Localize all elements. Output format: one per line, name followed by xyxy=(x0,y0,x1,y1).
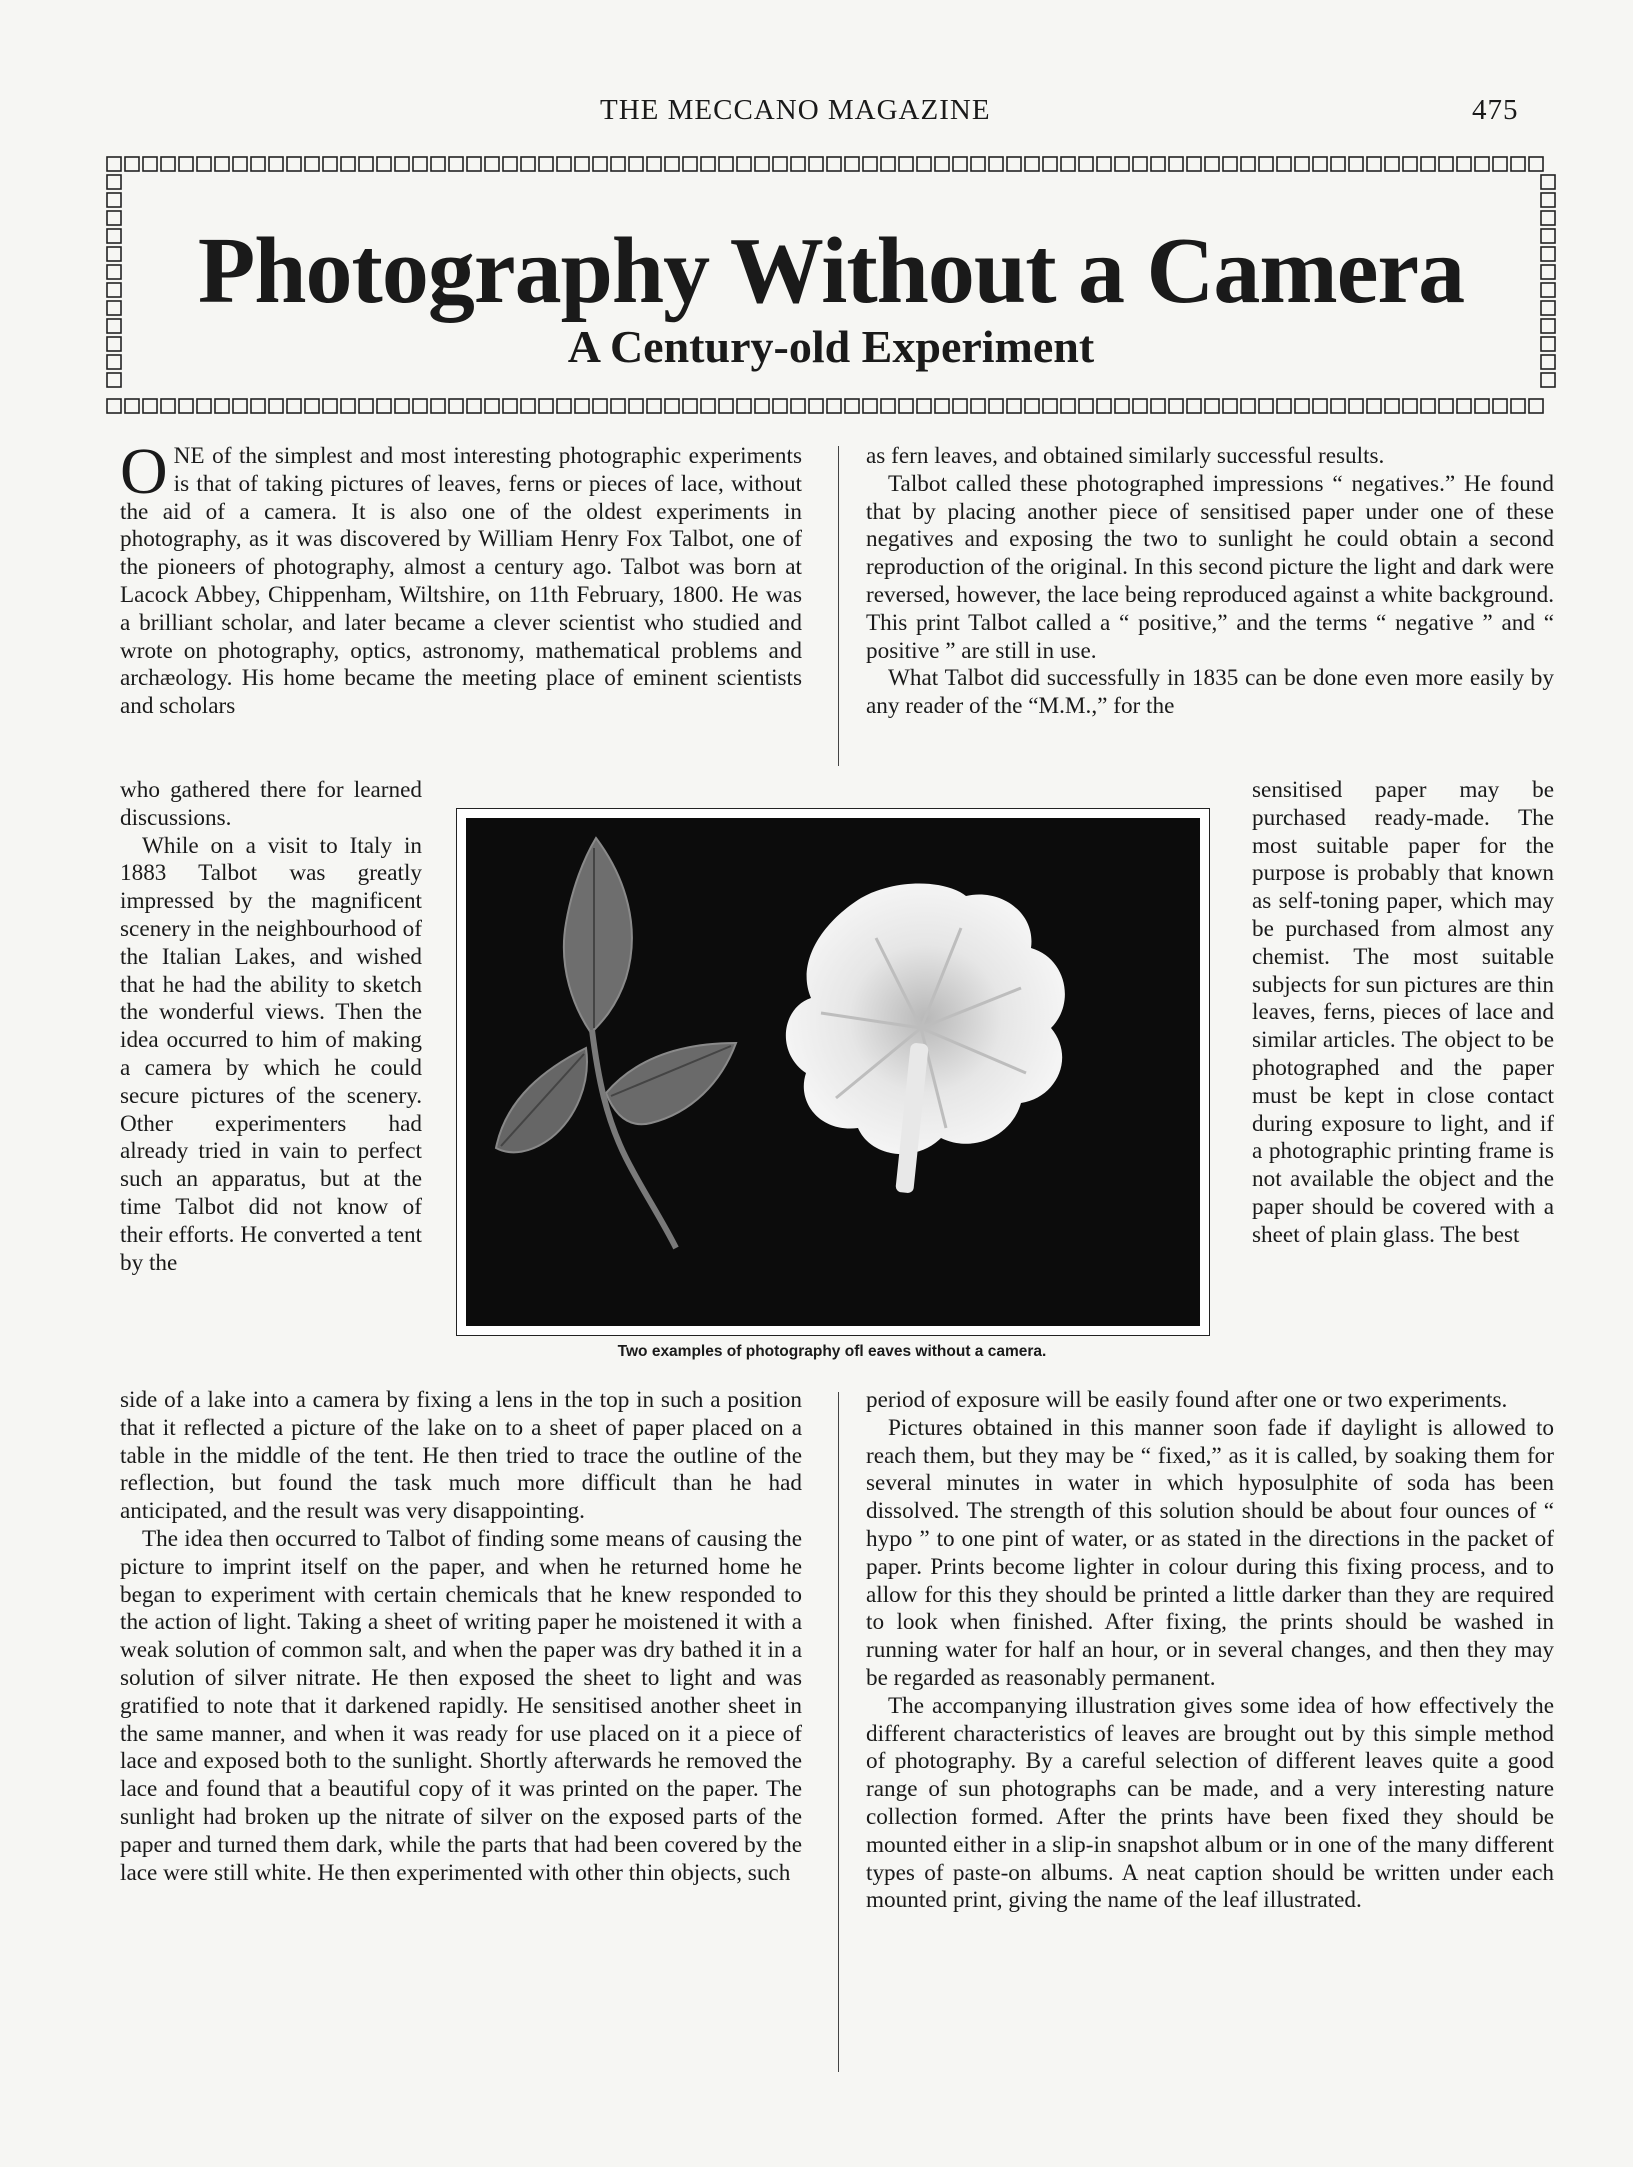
paragraph: Talbot called these photographed impressions “ negatives.” He found that by placing another piece of sensitised paper under one of these negatives and exposing the two to sunlight he could obtain a second reproduction of the original. In this second picture the light and dark were reversed, however, the lace being reproduced against a white background. This print Talbot called a “ positive,” and the terms “ negative ” and “ positive ” are still in use. xyxy=(866,470,1554,664)
column-2-narrow xyxy=(1252,777,1554,1250)
column-1-bottom xyxy=(120,1387,802,1887)
column-1-top xyxy=(120,435,802,721)
leaf-photograph xyxy=(456,808,1210,1336)
geranium-leaf xyxy=(786,884,1065,1194)
paragraph: as fern leaves, and obtained similarly successful results. xyxy=(866,443,1385,469)
article-title: Photography Without a Camera xyxy=(197,219,1465,323)
paragraph: The accompanying illustration gives some idea of how effectively the different characteristics of leaves are brought out by this simple method of photography. By a careful selection of different leaves quite a good range of sun photographs can be made, and a very interesting nature collection formed. After the prints have been fixed they should be mounted either in a slip-in snapshot album or in one of the many different types of paste-on albums. A neat caption should be written under each mounted print, giving the name of the leaf illustrated. xyxy=(866,1692,1554,1914)
column-divider xyxy=(838,1392,839,2072)
article-subtitle: A Century-old Experiment xyxy=(567,321,1095,372)
paragraph: who gathered there for learned discussions. xyxy=(120,777,422,831)
paragraph: What Talbot did successfully in 1835 can be done even more easily by any reader of the “M.M.,” for the xyxy=(866,665,1554,720)
drop-cap: O xyxy=(120,435,168,508)
paragraph: side of a lake into a camera by fixing a lens in the top in such a position that it reflected a picture of the lake on to a sheet of paper placed on a table in the middle of the tent. He then tried to trace the outline of the reflection, but found the task much more difficult than he had anticipated, and the result was very disappointing. xyxy=(120,1387,802,1525)
paragraph: sensitised paper may be purchased ready-made. The most suitable paper for the purpose is probably that known as self-toning paper, which may be purchased from almost any chemist. The most suitable subjects for sun pictures are thin leaves, ferns, pieces of lace and similar articles. The object to be photographed and the paper must be kept in close contact during exposure to light, and if a photographic printing frame is not available the object and the paper should be covered with a sheet of plain glass. The best xyxy=(1252,777,1554,1248)
paragraph: While on a visit to Italy in 1883 Talbot was greatly impressed by the magnificent scenery in the neighbourhood of the Italian Lakes, and wished that he had the ability to sketch the wonderful views. Then the idea occurred to him of making a camera by which he could secure pictures of the scenery. Other experimenters had already tried in vain to perfect such an apparatus, but at the time Talbot did not know of their efforts. He converted a tent by the xyxy=(120,832,422,1276)
magazine-title: THE MECCANO MAGAZINE xyxy=(600,94,991,126)
column-1-narrow xyxy=(120,777,422,1277)
leaves-illustration xyxy=(466,818,1200,1326)
title-box xyxy=(106,156,1556,414)
photo-background xyxy=(466,818,1200,1326)
column-divider xyxy=(838,446,839,766)
page-number: 475 xyxy=(1472,94,1519,126)
paragraph: The idea then occurred to Talbot of finding some means of causing the picture to imprint itself on the paper, and when he returned home he began to experiment with certain chemicals that he knew responded to the action of light. Taking a sheet of writing paper he moistened it with a weak solution of common salt, and when the paper was dry bathed it in a solution of silver nitrate. He then exposed the sheet to light and was gratified to note that it darkened rapidly. He sensitised another sheet in the same manner, and when it was ready for use placed on it a piece of lace and exposed both to the sunlight. Shortly afterwards he removed the lace and found that a beautiful copy of it was printed on the paper. The sunlight had broken up the nitrate of silver on the exposed parts of the paper and turned them dark, while the parts that had been covered by the lace were still white. He then experimented with other thin objects, such xyxy=(120,1525,802,1886)
figure-caption: Two examples of photography ofl eaves without a camera. xyxy=(617,1343,1047,1360)
paragraph: ONE of the simplest and most interesting photographic experiments is that of taking pictures of leaves, ferns or pieces of lace, without the aid of a camera. It is also one of the oldest experiments in photography, as it was discovered by William Henry Fox Talbot, one of the pioneers of photography, almost a century ago. Talbot was born at Lacock Abbey, Chippenham, Wiltshire, on 11th February, 1800. He was a brilliant scholar, and later became a clever scientist who studied and wrote on photography, optics, astronomy, mathematical problems and archæology. His home became the meeting place of eminent scientists and scholars xyxy=(120,435,802,720)
column-2-top xyxy=(866,443,1554,721)
column-2-bottom xyxy=(866,1387,1554,1915)
paragraph: period of exposure will be easily found after one or two experiments. xyxy=(866,1387,1508,1413)
paragraph: Pictures obtained in this manner soon fade if daylight is allowed to reach them, but they may be “ fixed,” as it is called, by soaking them for several minutes in water in which hyposulphite of soda has been dissolved. The strength of this solution should be about four ounces of “ hypo ” to one pint of water, or as stated in the directions in the packet of paper. Prints become lighter in colour during this fixing process, and to allow for this they should be printed a little darker than they are required to look when finished. After fixing, the prints should be washed in running water for half an hour, or in several changes, and then they may be regarded as reasonably permanent. xyxy=(866,1414,1554,1691)
rose-leaf xyxy=(496,838,736,1248)
